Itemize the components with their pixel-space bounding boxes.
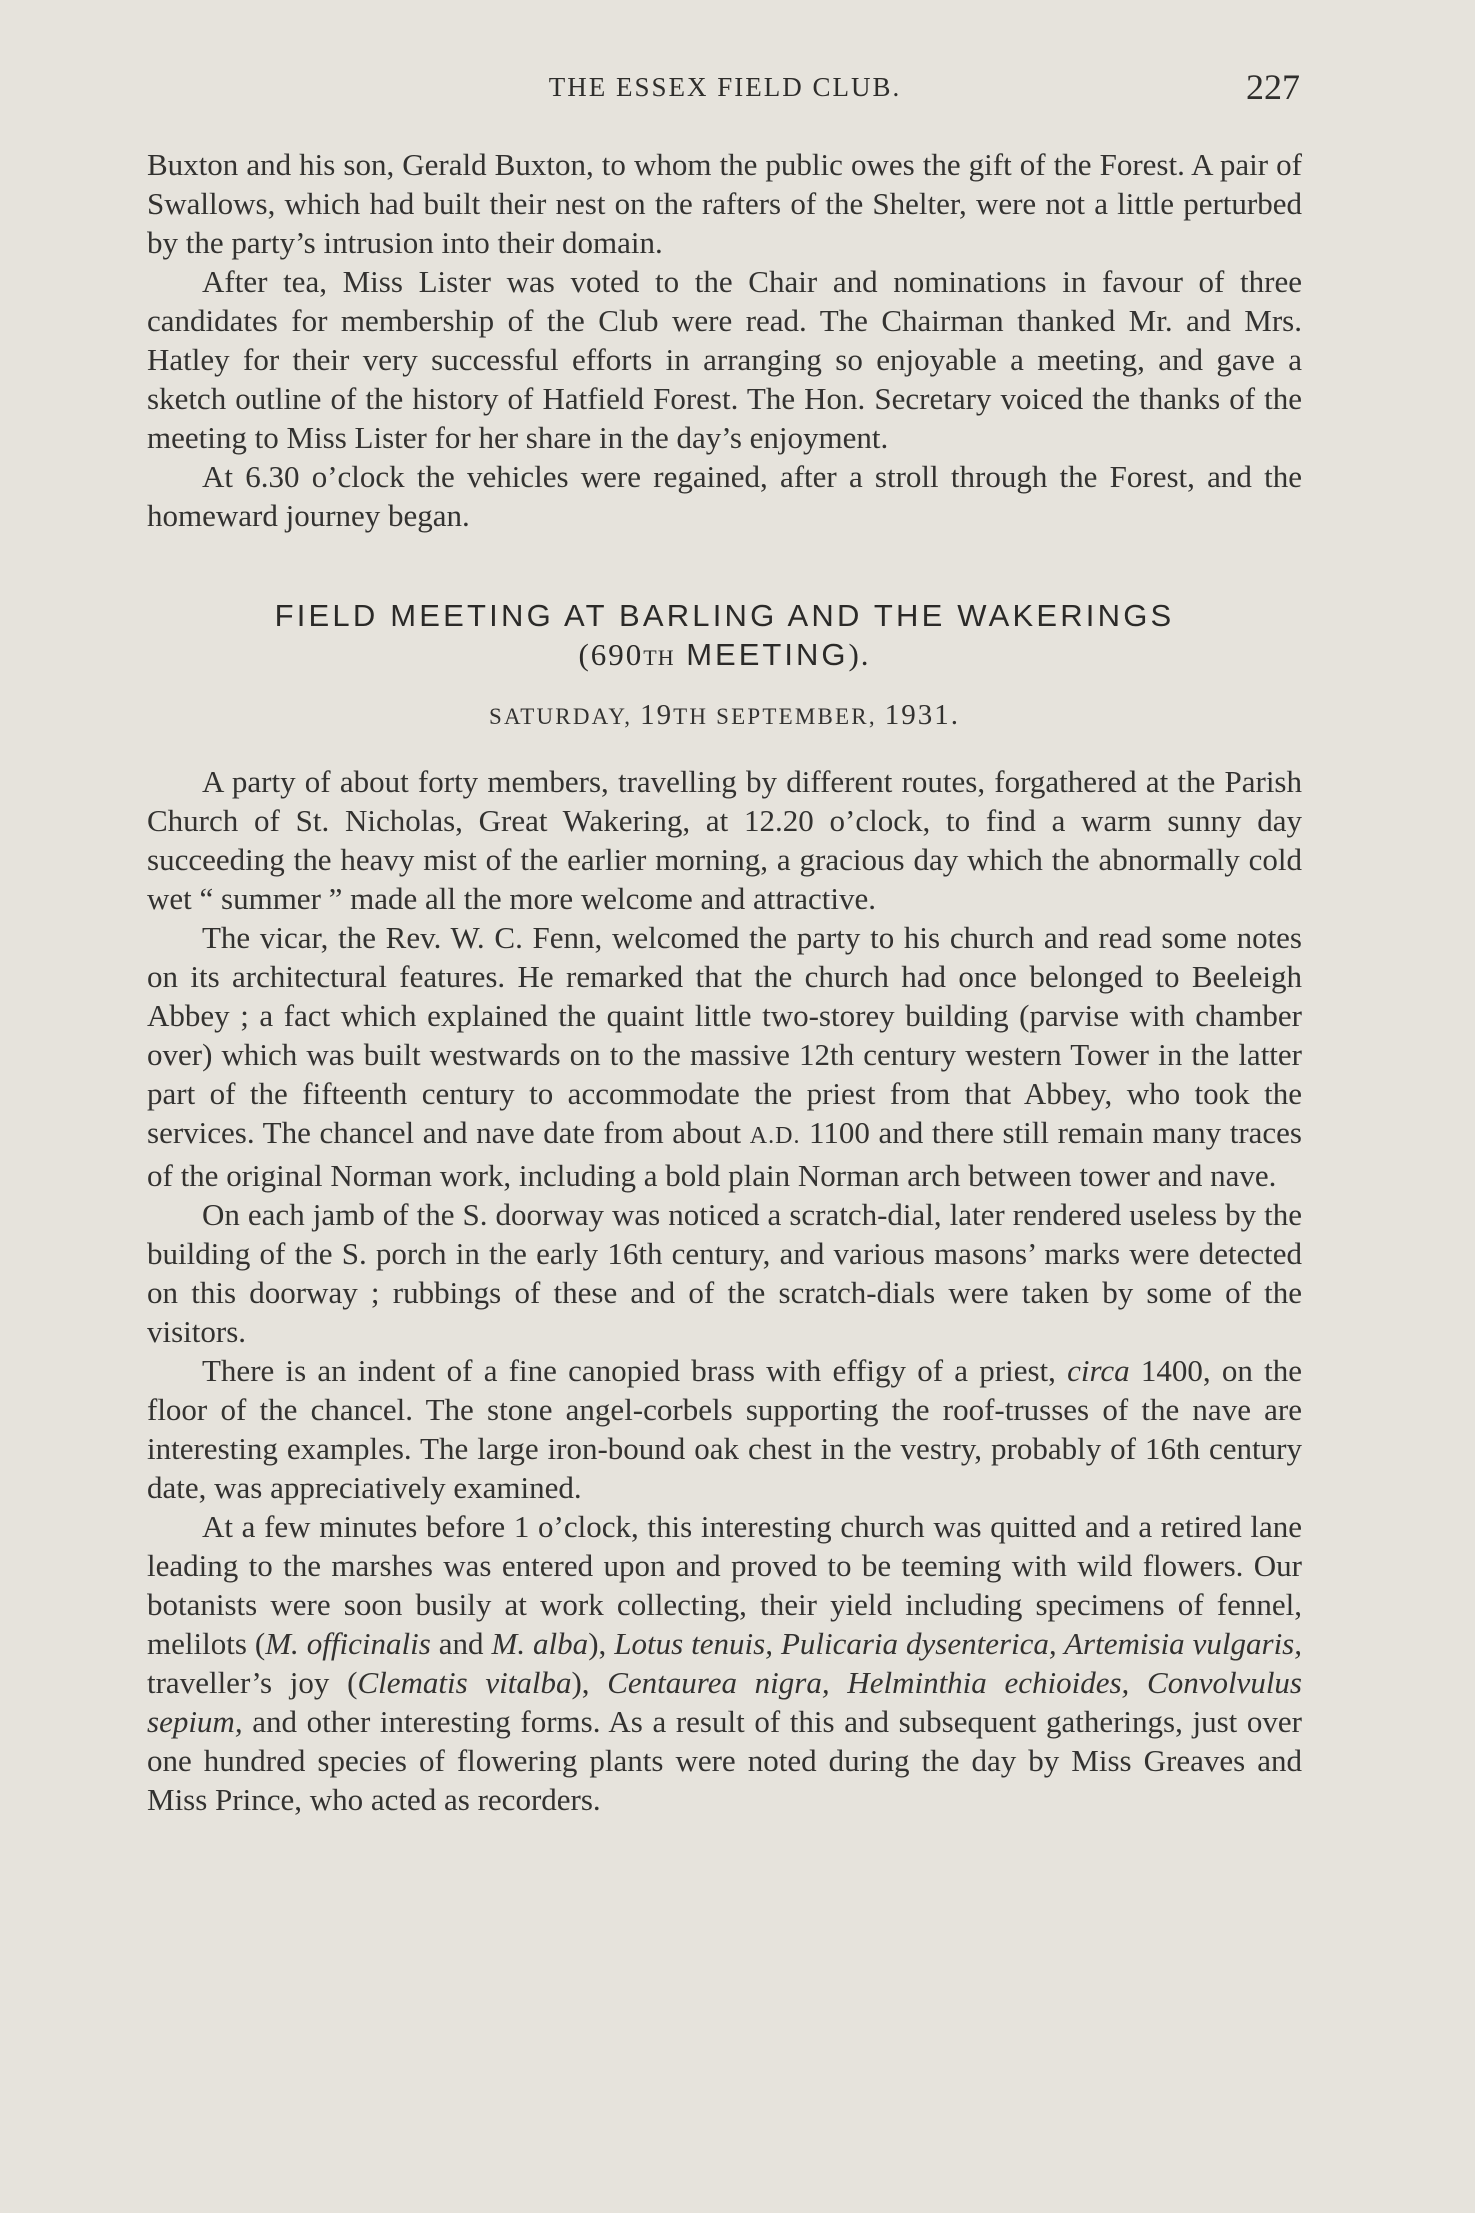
botany-text-4: traveller’s joy ( — [147, 1665, 358, 1700]
subtitle-close: ). — [848, 637, 871, 672]
brass-text-pre: There is an indent of a fine canopied brass with effigy of a priest, — [202, 1353, 1068, 1388]
botany-text-1: At a few minutes before 1 o’clock, this interesting church was quitted and a retired lane leading to the marshes was entered upon and proved to be teeming with wild flowers. Our botanists were soon busily at work collecting, their yield including specimens of fennel, melilots ( — [147, 1509, 1302, 1661]
section-title: FIELD MEETING AT BARLING AND THE WAKERINGS — [274, 598, 1175, 633]
page-number: 227 — [1246, 67, 1300, 107]
meeting-date — [147, 696, 1302, 736]
botany-text-5: ), — [571, 1665, 608, 1700]
botany-m-officinalis: M. officinalis — [265, 1626, 431, 1661]
date-ordinal: TH — [673, 704, 709, 729]
brass-circa: circa — [1067, 1353, 1130, 1388]
date-year: 1931. — [884, 699, 960, 731]
paragraph-after-tea: After tea, Miss Lister was voted to the Chair and nominations in favour of three candidates for membership of the Club were read. The Chairman thanked Mr. and Mrs. Hatley for their very successful efforts in arranging so enjoyable a meeting, and gave a sketch outline of the history of Hatfield Forest. The Hon. Secretary voiced the thanks of the meeting to Miss Lister for her share in the day’s enjoyment. — [147, 264, 1302, 455]
running-head — [150, 66, 1300, 116]
subtitle-ordinal: TH — [643, 645, 675, 670]
vicar-text-post: 1100 and there still remain many traces of the original Norman work, including a bold plain Norman arch between tower and nave. — [147, 1115, 1303, 1193]
paragraph-scratch-dial: On each jamb of the S. doorway was noticed a scratch-dial, later rendered useless by the building of the S. porch in the early 16th century, and various masons’ marks were detected on this doorway ; rubbings of these and of the scratch-dials were taken by some of the visitors. — [147, 1197, 1302, 1349]
paragraph-homeward: At 6.30 o’clock the vehicles were regained, after a stroll through the Forest, and the homeward journey began. — [147, 459, 1302, 533]
subtitle-word: MEETING — [674, 637, 849, 672]
paragraph-botany — [147, 1507, 1302, 1819]
paragraph-party: A party of about forty members, travelling by different routes, forgathered at the Parish Church of St. Nicholas, Great Wakering, at 12.20 o’clock, to find a warm sunny day succeeding the heavy mist of the earlier morning, a gracious day which the abnormally cold wet “ summer ” made all the more welcome and attractive. — [147, 764, 1302, 916]
date-month: SEPTEMBER, — [708, 704, 885, 729]
vicar-ad: A.D. — [749, 1123, 801, 1149]
botany-m-alba: M. alba — [491, 1626, 589, 1661]
paragraph-vicar — [147, 918, 1302, 1195]
date-day: SATURDAY, — [489, 704, 641, 729]
body-text — [147, 145, 1302, 1819]
botany-text-2: and — [430, 1626, 492, 1661]
paragraph-continuation: Buxton and his son, Gerald Buxton, to whom the public owes the gift of the Forest. A pair of Swallows, which had built their nest on the rafters of the Shelter, were not a little perturbed by the party’s intrusion into their domain. — [147, 147, 1302, 260]
paragraph-brass — [147, 1351, 1302, 1507]
section-subtitle — [147, 635, 1302, 678]
botany-clematis: Clematis vitalba — [357, 1665, 572, 1700]
botany-lotus: Lotus tenuis, Pulicaria dysenterica, Artemisia vulgaris, — [614, 1626, 1302, 1661]
botany-text-3: ), — [588, 1626, 615, 1661]
date-number: 19 — [640, 699, 674, 731]
botany-centaurea: Centaurea nigra, Helminthia echioides, Convolvulus sepium, — [147, 1665, 1302, 1739]
brass-text-post: 1400, on the floor of the chancel. The stone angel-corbels supporting the roof-trusses of the nave are interesting examples. The large iron-bound oak chest in the vestry, probably of 16th century date, was appreciatively examined. — [147, 1353, 1302, 1505]
running-title: THE ESSEX FIELD CLUB. — [548, 72, 902, 102]
subtitle-open: (690 — [578, 637, 644, 672]
vicar-text-pre: The vicar, the Rev. W. C. Fenn, welcomed the party to his church and read some notes on its architectural features. He remarked that the church had once belonged to Beeleigh Abbey ; a fact which explained the quaint little two-storey building (parvise with chamber over) which was built westwards on to the massive 12th century western Tower in the latter part of the fifteenth century to accommodate the priest from that Abbey, who took the services. The chancel and nave date from about — [147, 920, 1302, 1150]
botany-text-6: and other interesting forms. As a result of this and subsequent gatherings, just over one hundred species of flowering plants were noted during the day by Miss Greaves and Miss Prince, who acted as recorders. — [147, 1704, 1302, 1817]
